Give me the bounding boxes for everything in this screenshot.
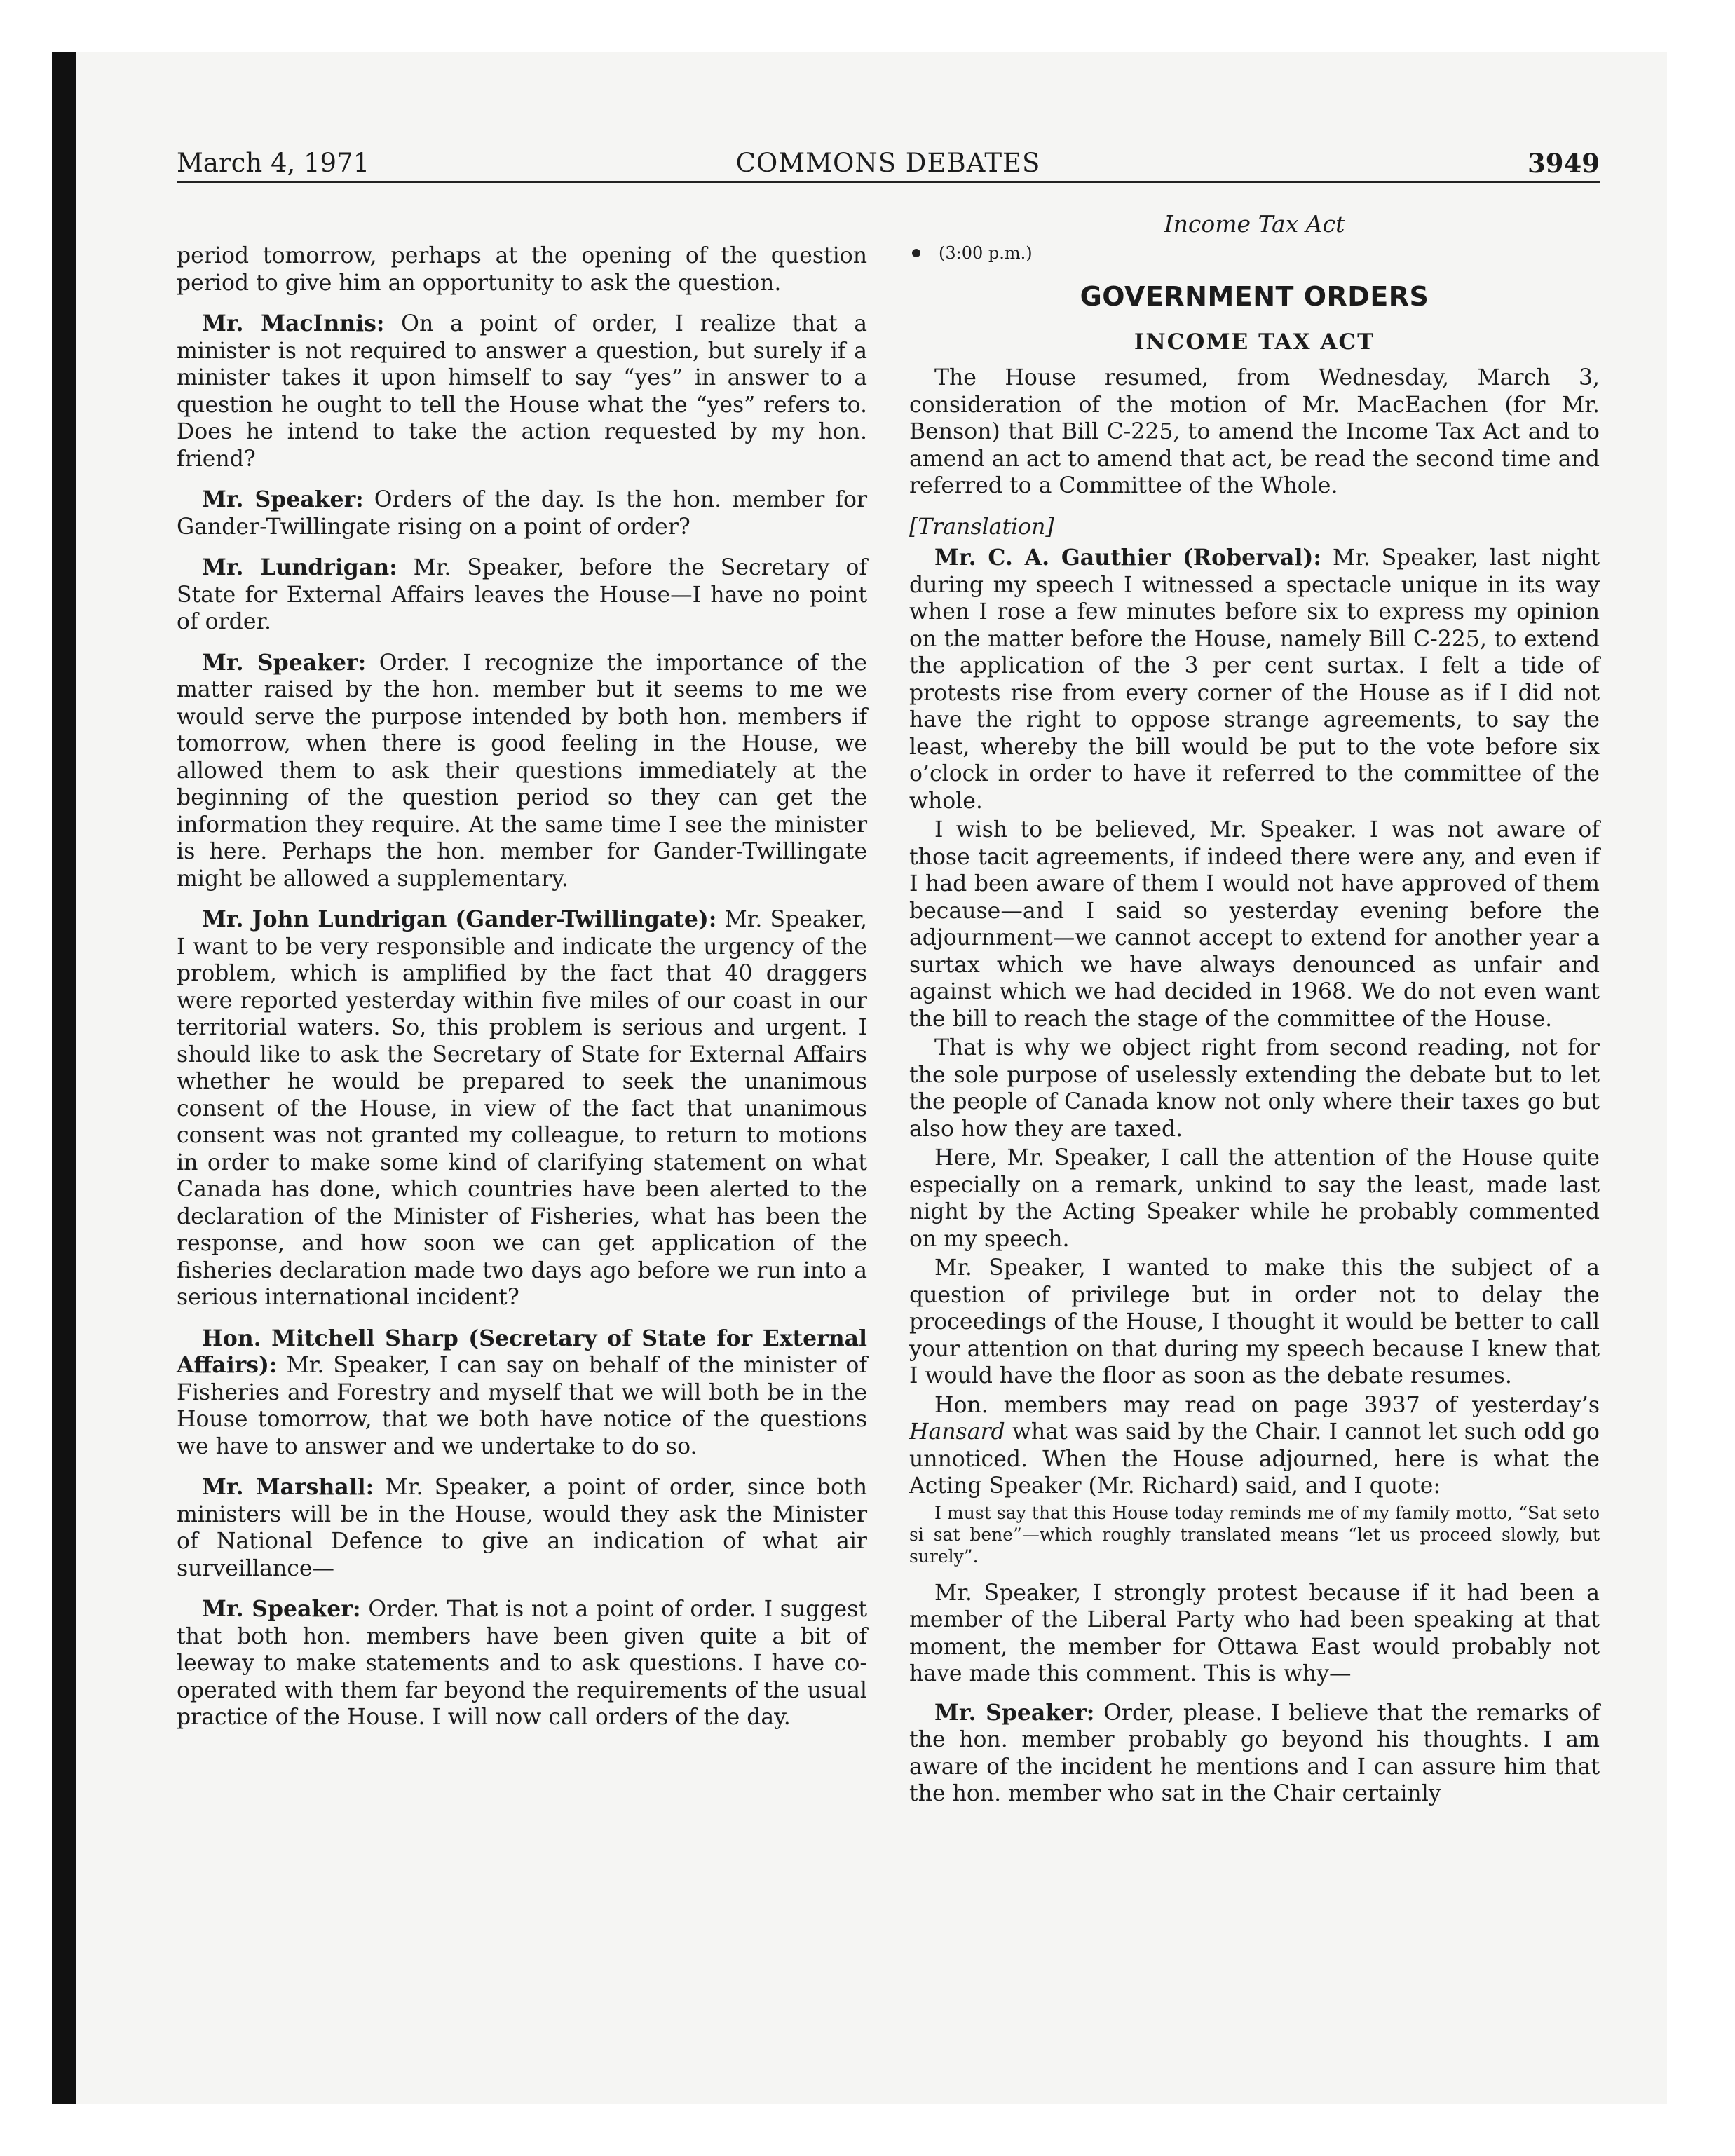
speaker-name: Mr. Speaker: xyxy=(202,649,367,676)
left-column xyxy=(177,243,867,1745)
scan-edge-shadow xyxy=(52,52,76,2104)
header-date: March 4, 1971 xyxy=(177,148,370,178)
speaker-name: Mr. C. A. Gauthier (Roberval): xyxy=(934,545,1321,571)
header-journal-title: COMMONS DEBATES xyxy=(735,148,1041,178)
header-page-number: 3949 xyxy=(1528,148,1600,179)
paragraph: Mr. MacInnis: On a point of order, I realize that a minister is not required to answer a question, but surely if a minister takes it upon himself to say “yes” in answer to a question he ought to tell the House what the “yes” refers to. Does he intend to take the action requested by my hon. friend? xyxy=(177,311,867,472)
paragraph: Mr. Marshall: Mr. Speaker, a point of order, since both ministers will be in the House, would they ask the Minister of National Defence to give an indication of what air surveillance— xyxy=(177,1474,867,1581)
speaker-name: Mr. Speaker: xyxy=(934,1699,1095,1726)
speaker-name: Mr. Speaker: xyxy=(202,486,364,512)
paragraph: Here, Mr. Speaker, I call the attention of the House quite especially on a remark, unkind to say the least, made last night by the Acting Speaker while he probably commented on my speech. xyxy=(909,1145,1600,1252)
speaker-name: Mr. MacInnis: xyxy=(202,311,385,336)
bullet-icon xyxy=(912,249,920,257)
timestamp: (3:00 p.m.) xyxy=(909,241,1600,265)
paragraph: Mr. Speaker, I wanted to make this the subject of a question of privilege but in order not to delay the proceedings of the House, I thought it would be better to call your attention on that during my speech because I knew that I would have the floor as soon as the debate resumes. xyxy=(909,1255,1600,1389)
italic-publication-name: Hansard xyxy=(909,1419,1005,1445)
paragraph: Hon. members may read on page 3937 of yesterday’s Hansard what was said by the Chair. I cannot let such odd go unnoticed. When the House adjourned, here is what the Acting Speaker (Mr. Richard) said, and I quote: xyxy=(909,1392,1600,1499)
block-quote: I must say that this House today reminds me of my family motto, “Sat seto si sat bene”—which roughly translated means “let us proceed slowly, but surely”. xyxy=(909,1502,1600,1567)
paragraph: Mr. Speaker: Orders of the day. Is the hon. member for Gander-Twillingate rising on a point of order? xyxy=(177,486,867,540)
running-head: Income Tax Act xyxy=(1164,210,1345,238)
paragraph: Mr. Lundrigan: Mr. Speaker, before the Secretary of State for External Affairs leaves the House—I have no point of order. xyxy=(177,554,867,634)
right-column xyxy=(909,210,1600,1822)
paragraph: Mr. C. A. Gauthier (Roberval): Mr. Speaker, last night during my speech I witnessed a spectacle unique in its way when I rose a few minutes before six to express my opinion on the matter before the House, namely Bill C-225, to extend the application of the 3 per cent surtax. I felt a tide of protests rise from every corner of the House as if I did not have the right to oppose strange agreements, to say the least, whereby the bill would be put to the vote before six o’clock in order to have it referred to the committee of the whole. xyxy=(909,545,1600,814)
paragraph: Mr. Speaker: Order. I recognize the importance of the matter raised by the hon. member but it seems to me we would serve the purpose intended by both hon. members if tomorrow, when there is good feeling in the House, we allowed them to ask their questions immediately at the beginning of the question period so they can get the information they require. At the same time I see the minister is here. Perhaps the hon. member for Gander-Twillingate might be allowed a supplementary. xyxy=(177,649,868,892)
paragraph: The House resumed, from Wednesday, March 3, consideration of the motion of Mr. MacEachen (for Mr. Benson) that Bill C-225, to amend the Income Tax Act and to amend an act to amend that act, be read the second time and referred to a Committee of the Whole. xyxy=(909,365,1600,498)
translation-note: [Translation] xyxy=(909,514,1054,540)
speaker-name: Mr. Lundrigan: xyxy=(202,554,397,580)
paragraph: That is why we object right from second reading, not for the sole purpose of uselessly extending the debate but to let the people of Canada know not only where their taxes go but also how they are taxed. xyxy=(909,1035,1600,1142)
paragraph: I wish to be believed, Mr. Speaker. I was not aware of those tacit agreements, if indeed there were any, and even if I had been aware of them I would not have approved of them because—and I said so yesterday evening before the adjournment—we cannot accept to extend for another year a surtax which we have always denounced as unfair and against which we had decided in 1968. We do not even want the bill to reach the stage of the committee of the House. xyxy=(909,817,1600,1032)
paragraph: Mr. John Lundrigan (Gander-Twillingate): Mr. Speaker, I want to be very responsible and indicate the urgency of the problem, which is amplified by the fact that 40 draggers were reported yesterday within five miles of our coast in our territorial waters. So, this problem is serious and urgent. I should like to ask the Secretary of State for External Affairs whether he would be prepared to seek the unanimous consent of the House, in view of the fact that unanimous consent was not granted my colleague, to return to motions in order to make some kind of clarifying statement on what Canada has done, which countries have been alerted to the declaration of the Minister of Fisheries, what has been the response, and how soon we can get application of the fisheries declaration made two days ago before we run into a serious international incident? xyxy=(177,906,867,1310)
paragraph: Mr. Speaker, I strongly protest because if it had been a member of the Liberal Party who had been speaking at that moment, the member for Ottawa East would probably not have made this comment. This is why— xyxy=(909,1580,1600,1686)
paragraph: period tomorrow, perhaps at the opening of the question period to give him an opportunity to ask the question. xyxy=(177,243,867,296)
page-header xyxy=(177,146,1600,181)
speaker-name: Hon. Mitchell Sharp (Secretary of State for External Affairs): xyxy=(177,1325,867,1378)
subsection-title: INCOME TAX ACT xyxy=(1134,329,1375,355)
speaker-name: Mr. Marshall: xyxy=(202,1474,374,1500)
speaker-name: Mr. Speaker: xyxy=(202,1596,361,1622)
paragraph: Mr. Speaker: Order, please. I believe that the remarks of the hon. member probably go beyond his thoughts. I am aware of the incident he mentions and I can assure him that the hon. member who sat in the Chair certainly xyxy=(909,1699,1600,1806)
paragraph: Hon. Mitchell Sharp (Secretary of State for External Affairs): Mr. Speaker, I can say on behalf of the minister of Fisheries and Forestry and myself that we will both be in the House tomorrow, that we both have notice of the questions we have to answer and we undertake to do so. xyxy=(177,1325,868,1459)
speaker-name: Mr. John Lundrigan (Gander-Twillingate): xyxy=(202,906,717,932)
header-rule xyxy=(177,181,1600,183)
paragraph: Mr. Speaker: Order. That is not a point of order. I suggest that both hon. members have been given quite a bit of leeway to make statements and to ask questions. I have co-operated with them far beyond the requirements of the usual practice of the House. I will now call orders of the day. xyxy=(177,1596,868,1730)
section-title: GOVERNMENT ORDERS xyxy=(1080,281,1429,312)
